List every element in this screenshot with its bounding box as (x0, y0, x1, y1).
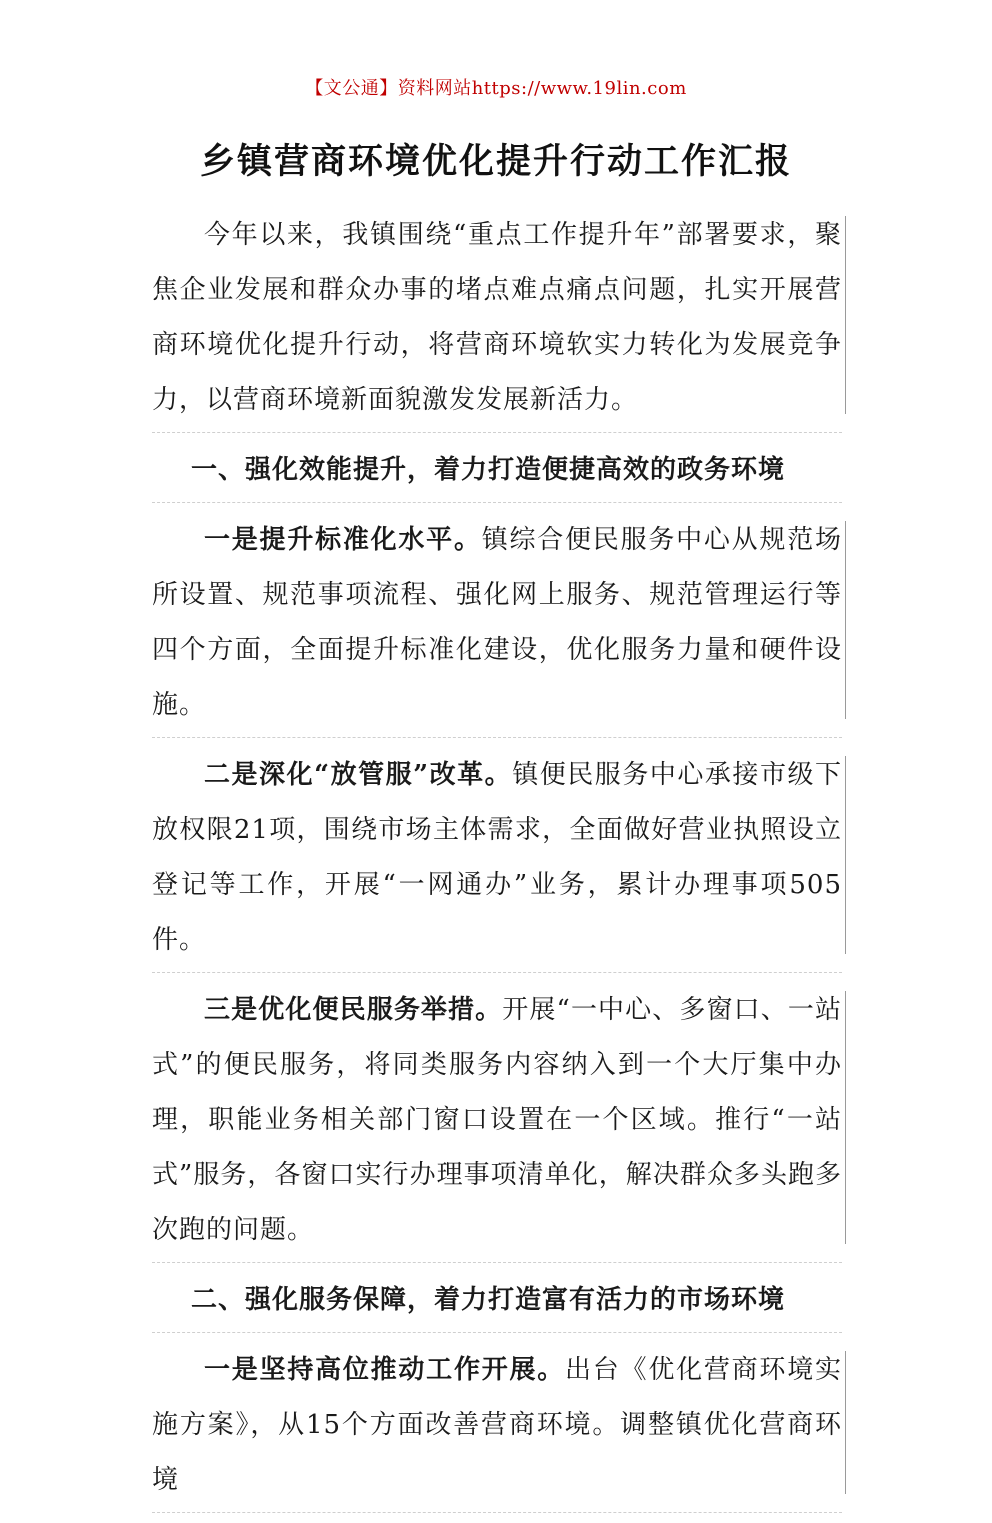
document-title: 乡镇营商环境优化提升行动工作汇报 (199, 141, 792, 182)
item-lead: 二是深化“放管服”改革。 (204, 760, 513, 790)
section-1-heading: 一、强化效能提升，着力打造便捷高效的政务环境 (152, 443, 842, 503)
section-2-item-1 (152, 1343, 842, 1513)
document-body (152, 208, 842, 1523)
item-lead: 一是提升标准化水平。 (204, 525, 482, 555)
section-2-heading: 二、强化服务保障，着力打造富有活力的市场环境 (152, 1273, 842, 1333)
section-1-item-3 (152, 983, 842, 1263)
item-body: 开展“一中心、多窗口、一站式”的便民服务，将同类服务内容纳入到一个大厅集中办理，职能业务相关部门窗口设置在一个区域。推行“一站式”服务，各窗口实行办理事项清单化，解决群众多头跑多次跑的问题。 (152, 995, 842, 1245)
item-lead: 一是坚持高位推动工作开展。 (204, 1355, 566, 1385)
item-body: 出台《优化营商环境实施方案》，从15个方面改善营商环境。调整镇优化营商环境 (152, 1355, 842, 1495)
section-1-item-2 (152, 748, 842, 973)
site-watermark-header: 【文公通】资料网站https://www.19lin.com (305, 78, 687, 99)
item-lead: 三是优化便民服务举措。 (204, 995, 503, 1025)
section-1-item-1 (152, 513, 842, 738)
item-body: 镇综合便民服务中心从规范场所设置、规范事项流程、强化网上服务、规范管理运行等四个方面，全面提升标准化建设，优化服务力量和硬件设施。 (152, 525, 842, 720)
item-body: 镇便民服务中心承接市级下放权限21项，围绕市场主体需求，全面做好营业执照设立登记等工作，开展“一网通办”业务，累计办理事项505件。 (152, 760, 842, 955)
intro-paragraph: 今年以来，我镇围绕“重点工作提升年”部署要求，聚焦企业发展和群众办事的堵点难点痛点问题，扎实开展营商环境优化提升行动，将营商环境软实力转化为发展竞争力，以营商环境新面貌激发发展新活力。 (152, 208, 842, 433)
